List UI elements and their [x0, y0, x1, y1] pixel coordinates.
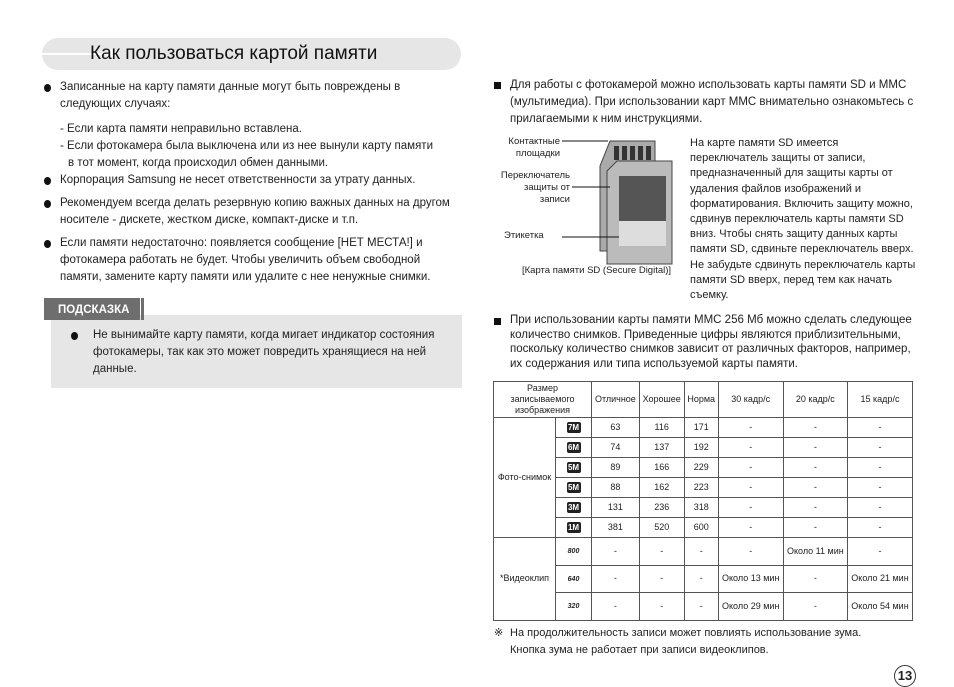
table-cell: 166 [639, 458, 684, 478]
table-cell: - [783, 565, 847, 593]
label-write-protect: Переключатель защиты от записи [500, 170, 570, 205]
table-cell: - [783, 518, 847, 538]
size-icon-cell [556, 593, 592, 621]
resolution-icon: 5M [567, 483, 580, 493]
table-cell: 223 [684, 478, 718, 498]
resolution-icon: 3M [567, 503, 580, 513]
table-cell: - [718, 498, 783, 518]
damage-case-1: - Если карта памяти неправильно вставлена. [60, 123, 302, 135]
sd-protect-text: На карте памяти SD имеется переключатель защиты от записи, предназначенный для защиты карты от удаления файлов изображений и форматирования. Включить защиту можно, сдвинув переключатель карты памяти SD вниз. Чтобы снять защиту данных карты памяти SD, сдвиньте переключатель вверх. Не забудьте сдвинуть переключатель карты памяти SD вверх, перед тем как начать съемку. [690, 137, 916, 302]
table-cell: 192 [684, 438, 718, 458]
sd-mmc-paragraph: Для работы с фотокамерой можно использовать карты памяти SD и MMC (мультимедиа). При использовании карт MMC внимательно ознакомьтесь с прилагаемыми к ним инструкциями. [492, 77, 917, 128]
table-cell: - [718, 538, 783, 566]
label-label: Этикетка [504, 230, 544, 241]
size-icon-cell [556, 458, 592, 478]
table-row [494, 565, 913, 593]
table-cell: Около 29 мин [718, 593, 783, 621]
table-cell: - [718, 478, 783, 498]
note-mark: ※ [494, 626, 504, 639]
size-icon-cell [556, 498, 592, 518]
tip-text: Не вынимайте карту памяти, когда мигает индикатор состояния фотокамеры, так как это может повредить хранящиеся на ней данные. [69, 327, 452, 378]
table-cell: - [783, 478, 847, 498]
table-cell: - [639, 565, 684, 593]
table-row [494, 518, 913, 538]
table-cell: 171 [684, 418, 718, 438]
label-contacts: Контактные площадки [508, 136, 560, 159]
table-cell: 318 [684, 498, 718, 518]
right-column [492, 77, 917, 659]
table-cell: - [592, 593, 640, 621]
table-cell: - [783, 418, 847, 438]
size-icon-cell [556, 438, 592, 458]
resolution-icon: 640 [567, 575, 580, 583]
table-row [494, 418, 913, 438]
table-cell: Около 54 мин [847, 593, 912, 621]
table-cell: - [639, 538, 684, 566]
table-cell: - [847, 458, 912, 478]
table-row [494, 593, 913, 621]
title-bar [42, 38, 461, 70]
table-cell: - [847, 518, 912, 538]
notes [492, 625, 917, 659]
table-cell: - [783, 438, 847, 458]
table-cell: - [718, 518, 783, 538]
header-cell: 30 кадр/с [718, 382, 783, 418]
row-group-label: Фото-снимок [494, 418, 556, 538]
header-cell: Размер записываемого изображения [494, 382, 592, 418]
table-cell: Около 21 мин [847, 565, 912, 593]
header-cell: Отличное [592, 382, 640, 418]
bullet-backup: Рекомендуем всегда делать резервную копию важных данных на другом носителе - дискете, жестком диске, компакт-диске и т.п. [42, 195, 462, 229]
table-row [494, 438, 913, 458]
table-cell: Около 11 мин [783, 538, 847, 566]
mmc-count-paragraph: При использовании карты памяти MMC 256 Мб можно сделать следующее количество снимков. Приведенные цифры являются приблизительными, поскольку количество снимков зависит от различных факторов, например, их содержания или типа используемой карты памяти. [492, 313, 917, 371]
table-cell: - [684, 538, 718, 566]
size-icon-cell [556, 478, 592, 498]
resolution-icon: 800 [567, 548, 580, 556]
diagram-caption: [Карта памяти SD (Secure Digital)] [522, 265, 672, 276]
header-cell: Норма [684, 382, 718, 418]
table-cell: - [639, 593, 684, 621]
resolution-icon: 5M [567, 463, 580, 473]
tip-label: ПОДСКАЗКА [44, 298, 140, 320]
table-cell: 162 [639, 478, 684, 498]
table-cell: - [684, 593, 718, 621]
header-cell: Хорошее [639, 382, 684, 418]
table-cell: - [783, 458, 847, 478]
table-cell: 381 [592, 518, 640, 538]
left-column [42, 79, 462, 388]
table-row [494, 478, 913, 498]
size-icon-cell [556, 538, 592, 566]
table-cell: 88 [592, 478, 640, 498]
damage-case-2a: - Если фотокамера была выключена или из нее вынули карту памяти [60, 140, 433, 152]
table-cell: 74 [592, 438, 640, 458]
table-cell: - [847, 498, 912, 518]
size-icon-cell [556, 565, 592, 593]
bullet-memory-full: Если памяти недостаточно: появляется сообщение [НЕТ МЕСТА!] и фотокамера работать не будет. Чтобы увеличить объем свободной памяти, замените карту памяти или удалите с нее ненужные снимки. [42, 235, 462, 286]
tip-section [42, 298, 462, 388]
bullet-damage: Записанные на карту памяти данные могут быть повреждены в следующих случаях: [42, 79, 462, 113]
table-cell: - [592, 538, 640, 566]
table-cell: 520 [639, 518, 684, 538]
note-zoom-video: Кнопка зума не работает при записи видеоклипов. [510, 643, 769, 656]
table-row [494, 498, 913, 518]
table-cell: - [847, 538, 912, 566]
table-cell: - [847, 418, 912, 438]
capacity-table [493, 381, 913, 621]
table-cell: - [783, 498, 847, 518]
table-cell: 116 [639, 418, 684, 438]
sd-card-section [492, 136, 917, 303]
size-icon-cell [556, 518, 592, 538]
resolution-icon: 1M [567, 523, 580, 533]
table-cell: 131 [592, 498, 640, 518]
table-cell: 63 [592, 418, 640, 438]
table-cell: 236 [639, 498, 684, 518]
row-group-label: *Видеоклип [494, 538, 556, 621]
resolution-icon: 7M [567, 423, 580, 433]
size-icon-cell [556, 418, 592, 438]
header-cell: 15 кадр/с [847, 382, 912, 418]
page-title: Как пользоваться картой памяти [90, 43, 378, 64]
table-cell: 89 [592, 458, 640, 478]
resolution-icon: 6M [567, 443, 580, 453]
page-number: 13 [894, 665, 916, 687]
sd-card-diagram [492, 136, 690, 281]
table-row [494, 538, 913, 566]
table-cell: - [783, 593, 847, 621]
table-cell: - [847, 438, 912, 458]
damage-case-2b: в тот момент, когда происходил обмен данными. [68, 157, 329, 169]
note-zoom: На продолжительность записи может повлиять использование зума. [510, 626, 862, 639]
table-cell: - [718, 438, 783, 458]
table-cell: - [592, 565, 640, 593]
table-cell: Около 13 мин [718, 565, 783, 593]
tip-box [51, 315, 462, 388]
table-cell: - [718, 418, 783, 438]
header-cell: 20 кадр/с [783, 382, 847, 418]
table-row [494, 458, 913, 478]
table-cell: - [847, 478, 912, 498]
table-cell: 229 [684, 458, 718, 478]
bullet-samsung: Корпорация Samsung не несет ответственности за утрату данных. [42, 172, 462, 189]
table-cell: 600 [684, 518, 718, 538]
table-header-row [494, 382, 913, 418]
table-cell: - [684, 565, 718, 593]
table-cell: 137 [639, 438, 684, 458]
resolution-icon: 320 [567, 603, 580, 611]
table-cell: - [718, 458, 783, 478]
